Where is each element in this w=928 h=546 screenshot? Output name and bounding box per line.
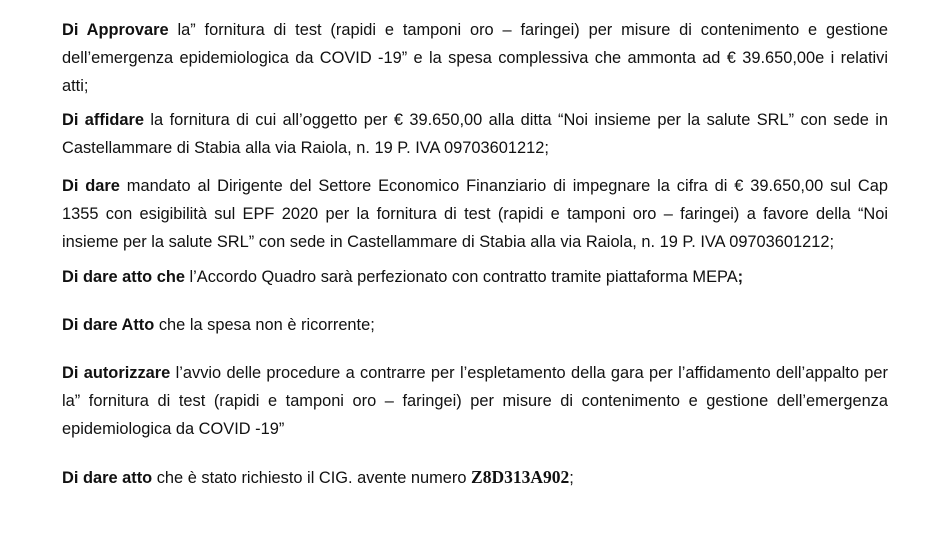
paragraph-approvare xyxy=(62,16,888,100)
paragraph-dare-atto-cig xyxy=(62,463,888,492)
paragraph-tail: ; xyxy=(737,268,744,286)
paragraph-text: mandato al Dirigente del Settore Economico Finanziario di impegnare la cifra di € 39.650,00 sul Cap 1355 con esigibilità sul EPF 2020 per la fornitura di test (rapidi e tamponi oro – faringei) a favore della “Noi insieme per la salute SRL” con sede in Castellammare di Stabia alla via Raiola, n. 19 P. IVA 09703601212; xyxy=(62,177,888,251)
paragraph-autorizzare xyxy=(62,359,888,443)
paragraph-dare-atto-spesa xyxy=(62,311,888,339)
paragraph-lead: Di dare atto xyxy=(62,469,153,487)
paragraph-lead: Di dare atto che xyxy=(62,268,185,286)
paragraph-dare-mandato xyxy=(62,172,888,256)
paragraph-tail: ; xyxy=(569,469,574,487)
paragraph-lead: Di dare xyxy=(62,177,120,195)
paragraph-dare-atto-mepa xyxy=(62,263,888,291)
paragraph-lead: Di dare Atto xyxy=(62,316,155,334)
paragraph-text: che la spesa non è ricorrente; xyxy=(154,316,375,334)
paragraph-lead: Di Approvare xyxy=(62,21,169,39)
paragraph-text: l’Accordo Quadro sarà perfezionato con contratto tramite piattaforma MEPA xyxy=(184,268,738,286)
paragraph-affidare xyxy=(62,106,888,162)
paragraph-lead: Di autorizzare xyxy=(62,364,171,382)
paragraph-text: l’avvio delle procedure a contrarre per l’espletamento della gara per l’affidamento dell’appalto per la” fornitura di test (rapidi e tamponi oro – faringei) per misure di contenimento e gestione dell’emergenza epidemiologica da COVID -19” xyxy=(62,364,888,438)
paragraph-text: la fornitura di cui all’oggetto per € 39.650,00 alla ditta “Noi insieme per la salute SRL” con sede in Castellammare di Stabia alla via Raiola, n. 19 P. IVA 09703601212; xyxy=(62,111,888,157)
cig-number: Z8D313A902 xyxy=(471,467,570,487)
paragraph-text: la” fornitura di test (rapidi e tamponi oro – faringei) per misure di contenimento e gestione dell’emergenza epidemiologica da COVID -19” e la spesa complessiva che ammonta ad € 39.650,00e i relativi atti; xyxy=(62,21,888,95)
paragraph-lead: Di affidare xyxy=(62,111,145,129)
document-body xyxy=(62,16,888,492)
paragraph-text: che è stato richiesto il CIG. avente numero xyxy=(152,469,472,487)
